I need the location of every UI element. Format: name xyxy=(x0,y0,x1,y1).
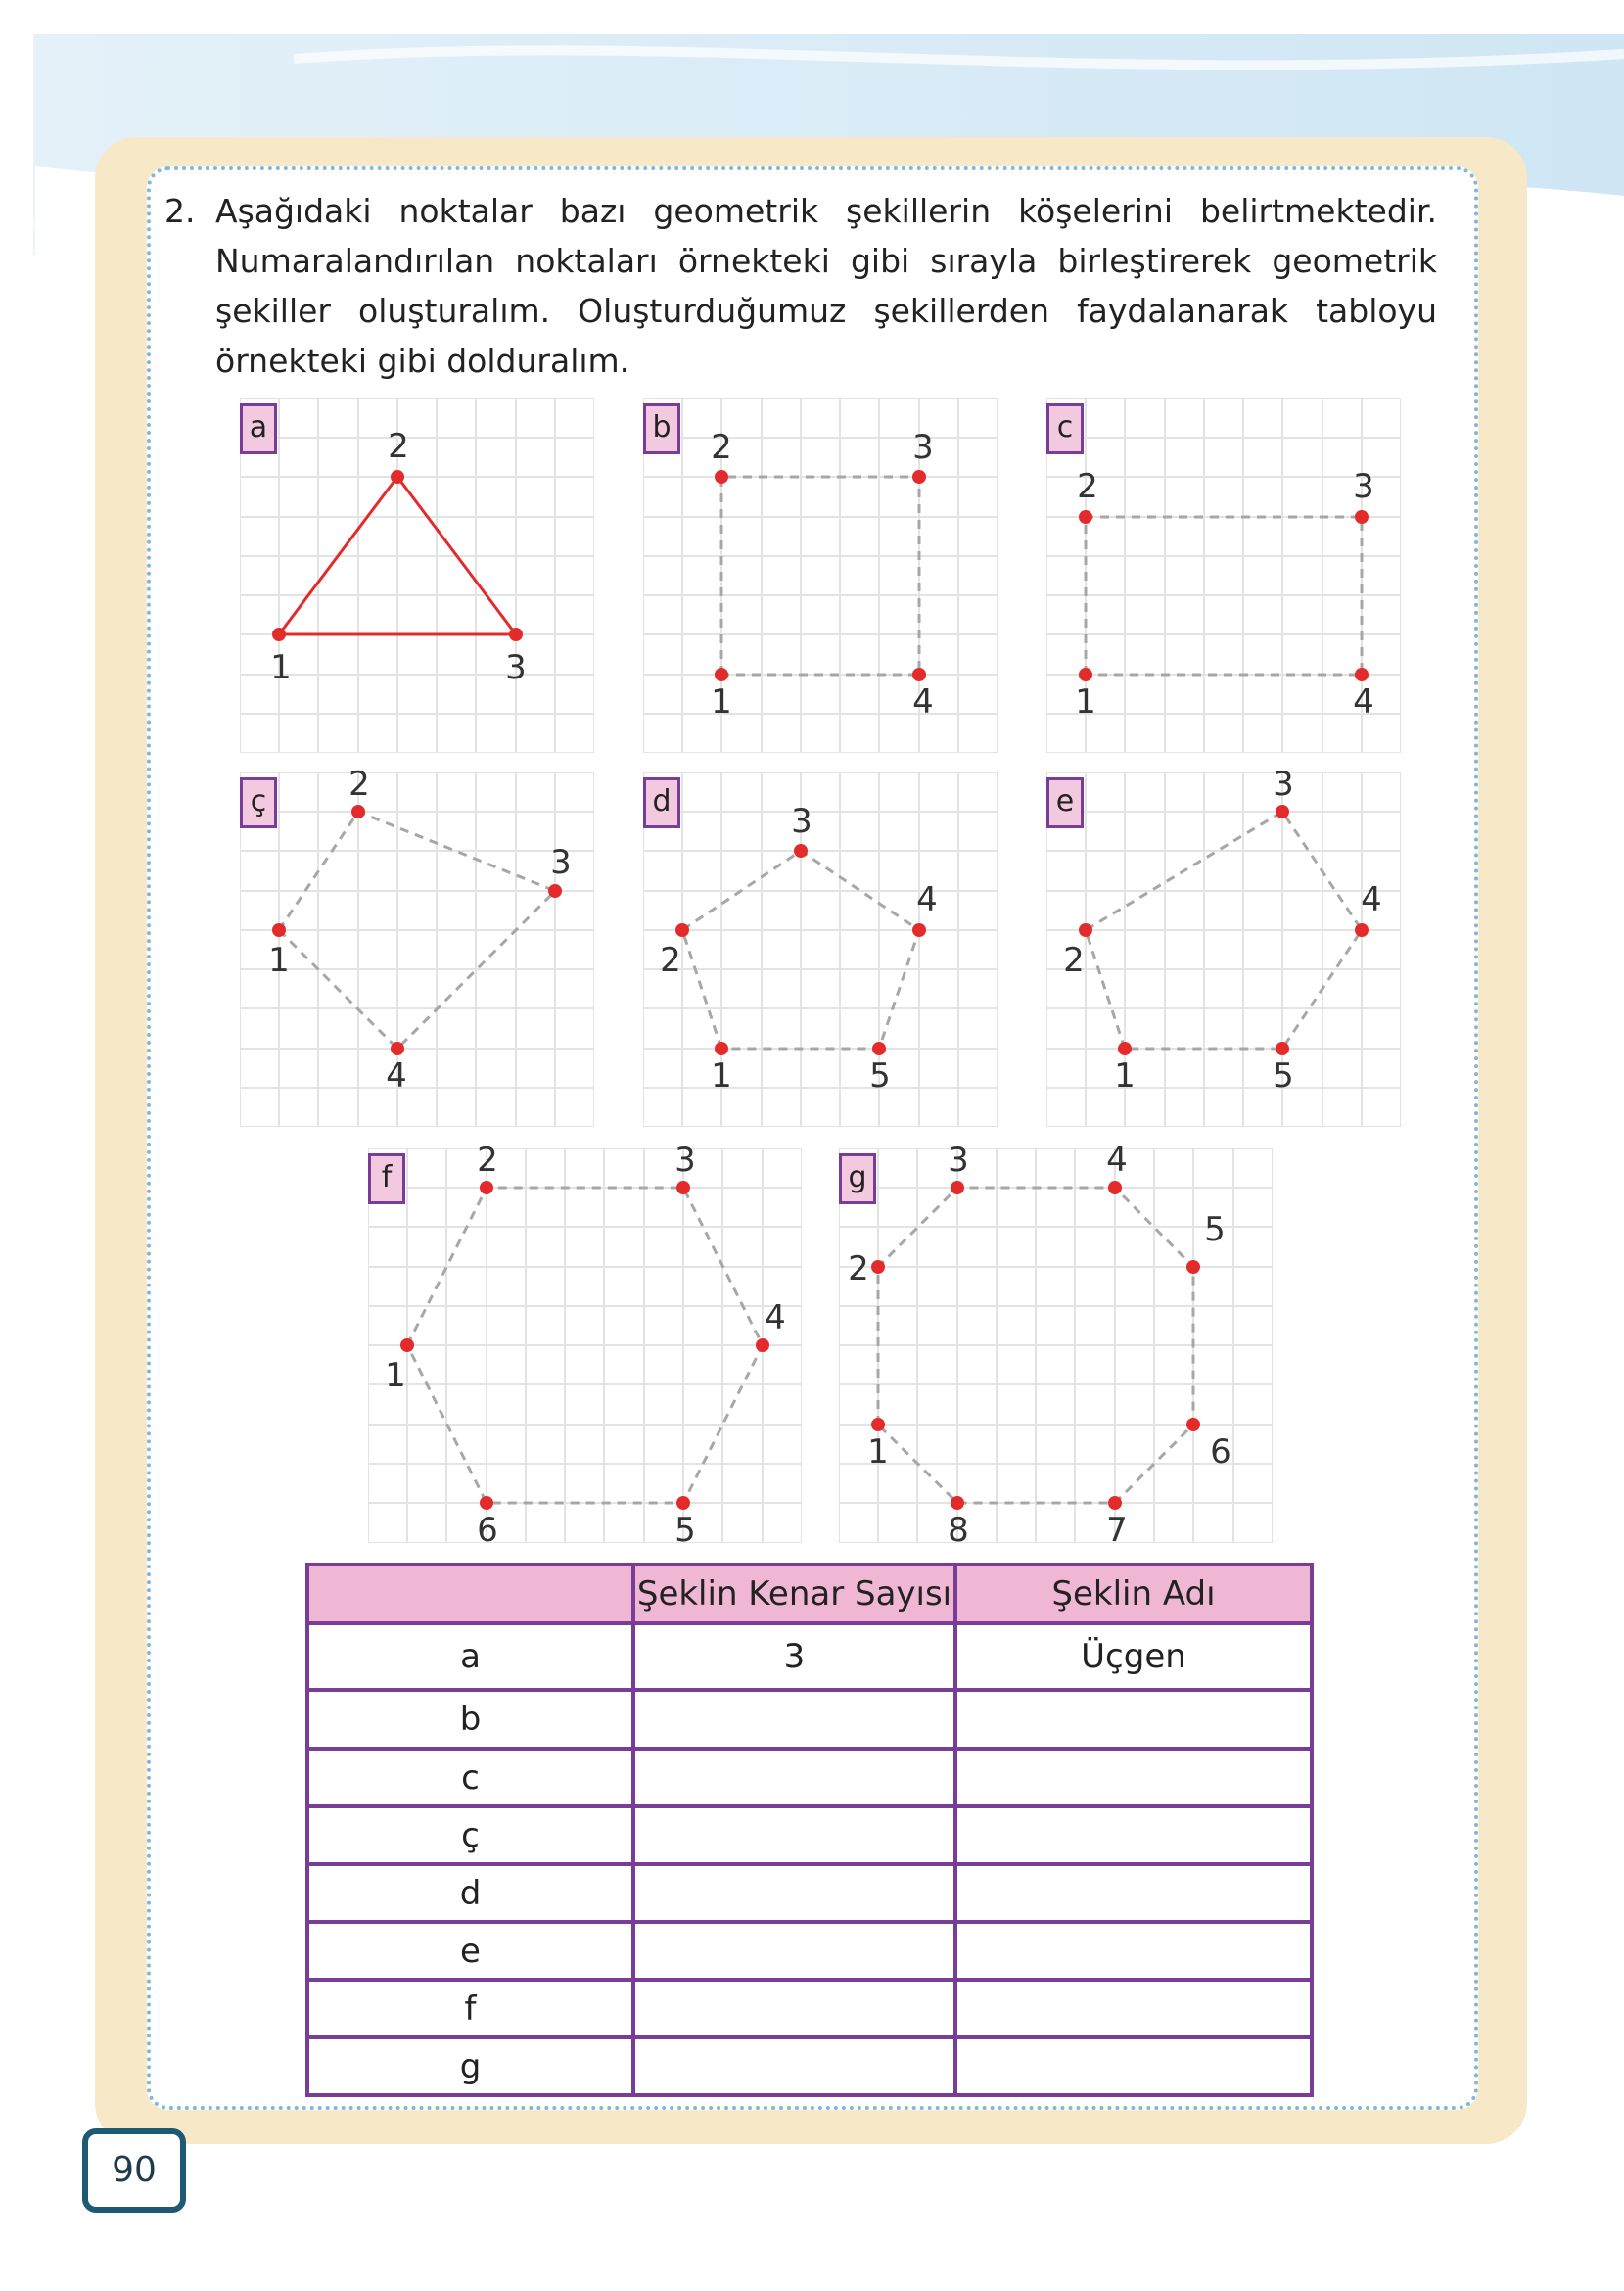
figure-c-cedilla-label: ç xyxy=(240,777,277,828)
table-row xyxy=(307,1623,1312,1690)
sides-cell[interactable] xyxy=(633,1806,955,1864)
sides-cell[interactable] xyxy=(633,1980,955,2037)
vertex-label: 5 xyxy=(1273,1056,1294,1096)
vertex-label: 7 xyxy=(1106,1511,1128,1550)
vertex-label: 2 xyxy=(348,765,370,804)
table-row xyxy=(307,1749,1312,1806)
vertex-label: 5 xyxy=(869,1056,891,1096)
figure-g-label: g xyxy=(839,1153,876,1204)
vertex-label: 1 xyxy=(867,1432,889,1472)
row-label: b xyxy=(307,1690,633,1749)
row-label: c xyxy=(307,1749,633,1806)
vertex-label: 6 xyxy=(477,1511,498,1550)
vertex-label: 8 xyxy=(948,1511,969,1550)
question-text: Aşağıdaki noktalar bazı geometrik şekillerin köşelerini belirtmektedir. Numaralandırılan noktaları örnekteki gibi sırayla birleştirerek geometrik şekiller oluşturalım. Oluşturduğumuz şekillerden faydalanarak tabloyu örnekteki gibi dolduralım. xyxy=(215,192,1437,380)
row-label: f xyxy=(307,1980,633,2037)
page-number: 90 xyxy=(82,2128,186,2213)
vertex-label: 4 xyxy=(386,1056,407,1096)
table-row xyxy=(307,1980,1312,2037)
vertex-label: 2 xyxy=(848,1249,869,1288)
shape-name-cell[interactable] xyxy=(955,1980,1312,2037)
vertex-label: 2 xyxy=(477,1141,498,1180)
figure-b-label: b xyxy=(643,403,680,454)
sides-cell[interactable] xyxy=(633,2037,955,2095)
figure-e-label: e xyxy=(1046,777,1084,828)
row-label: g xyxy=(307,2037,633,2095)
vertex-label: 4 xyxy=(912,682,934,722)
vertex-label: 2 xyxy=(1063,941,1085,980)
question xyxy=(164,186,1437,386)
sides-cell[interactable]: 3 xyxy=(633,1623,955,1690)
vertex-label: 3 xyxy=(791,802,812,841)
vertex-label: 4 xyxy=(1353,682,1374,722)
row-label: e xyxy=(307,1922,633,1980)
sides-cell[interactable] xyxy=(633,1922,955,1980)
vertex-label: 4 xyxy=(1361,880,1382,919)
vertex-label: 4 xyxy=(1106,1141,1128,1180)
table-row xyxy=(307,2037,1312,2095)
vertex-label: 1 xyxy=(385,1356,406,1395)
vertex-label: 1 xyxy=(268,941,290,980)
shape-name-cell[interactable] xyxy=(955,1806,1312,1864)
table-header-sides: Şeklin Kenar Sayısı xyxy=(633,1565,955,1623)
vertex-label: 1 xyxy=(711,1056,732,1096)
table-header-name: Şeklin Adı xyxy=(955,1565,1312,1623)
grid-shape-f xyxy=(368,1148,802,1543)
grid-shape-e xyxy=(1046,772,1401,1127)
sides-cell[interactable] xyxy=(633,1864,955,1922)
sides-cell[interactable] xyxy=(633,1690,955,1749)
vertex-label: 1 xyxy=(1075,682,1096,722)
row-label: d xyxy=(307,1864,633,1922)
shape-name-cell[interactable]: Üçgen xyxy=(955,1623,1312,1690)
row-label: a xyxy=(307,1623,633,1690)
vertex-label: 3 xyxy=(550,843,572,882)
vertex-label: 3 xyxy=(1273,765,1294,804)
table-row xyxy=(307,1864,1312,1922)
answer-table xyxy=(305,1563,1314,2097)
sides-cell[interactable] xyxy=(633,1749,955,1806)
vertex-label: 2 xyxy=(660,941,681,980)
table-row xyxy=(307,1690,1312,1749)
grid-shape-g xyxy=(839,1148,1273,1543)
question-number: 2. xyxy=(164,192,196,230)
shape-name-cell[interactable] xyxy=(955,1690,1312,1749)
vertex-label: 4 xyxy=(765,1298,786,1337)
vertex-label: 4 xyxy=(916,880,938,919)
grid-shape-b xyxy=(643,398,998,753)
table-row xyxy=(307,1922,1312,1980)
vertex-label: 1 xyxy=(711,682,732,722)
figure-c-label: c xyxy=(1046,403,1084,454)
vertex-label: 2 xyxy=(1077,467,1098,506)
shape-name-cell[interactable] xyxy=(955,1749,1312,1806)
vertex-label: 2 xyxy=(711,428,732,467)
figure-d-label: d xyxy=(643,777,680,828)
vertex-label: 6 xyxy=(1210,1432,1231,1472)
row-label: ç xyxy=(307,1806,633,1864)
figure-a-label: a xyxy=(240,403,277,454)
shape-name-cell[interactable] xyxy=(955,1864,1312,1922)
vertex-label: 1 xyxy=(1114,1056,1136,1096)
vertex-label: 2 xyxy=(388,427,409,466)
vertex-label: 5 xyxy=(1204,1210,1226,1249)
vertex-label: 3 xyxy=(948,1141,969,1180)
vertex-label: 5 xyxy=(674,1511,696,1550)
vertex-label: 3 xyxy=(674,1141,696,1180)
shape-name-cell[interactable] xyxy=(955,1922,1312,1980)
figure-f-label: f xyxy=(368,1153,405,1204)
table-header-row xyxy=(307,1565,1312,1623)
vertex-label: 3 xyxy=(912,428,934,467)
table-header-blank xyxy=(307,1565,633,1623)
vertex-label: 1 xyxy=(270,648,292,687)
vertex-label: 3 xyxy=(505,648,527,687)
table-row xyxy=(307,1806,1312,1864)
shape-name-cell[interactable] xyxy=(955,2037,1312,2095)
vertex-label: 3 xyxy=(1353,467,1374,506)
